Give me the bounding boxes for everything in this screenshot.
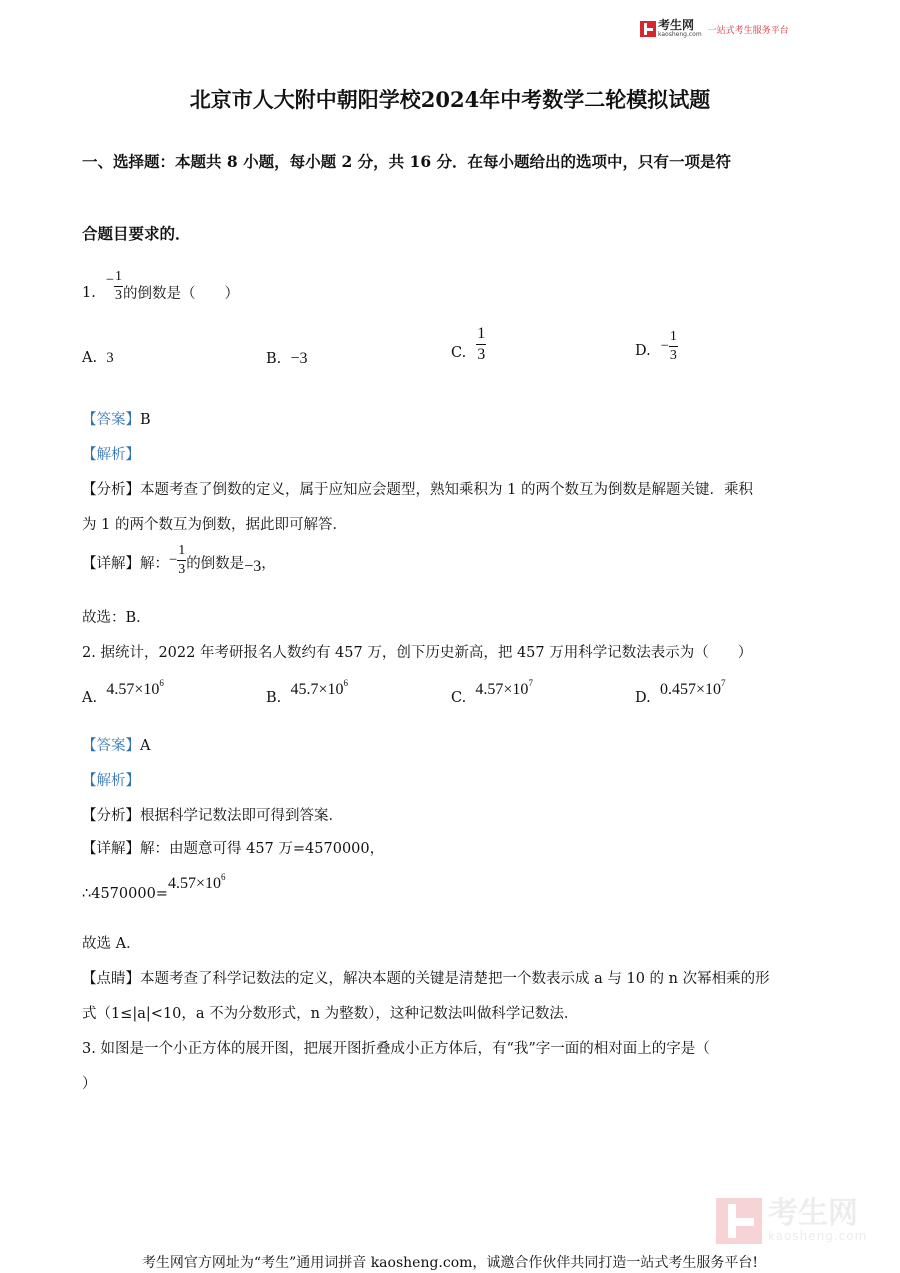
q2-analysis-tag: 【解析】 — [82, 773, 140, 789]
q1-option-c-num: 1 — [477, 325, 486, 342]
q2-option-b-label: B. — [266, 690, 282, 706]
section-heading-line1: 一、选择题：本题共 8 小题，每小题 2 分，共 16 分．在每小题给出的选项中，只有一项是符 — [82, 152, 732, 171]
q1-option-d[interactable] — [635, 330, 678, 363]
q2-therefore-base: 4.57×10 — [167, 875, 221, 892]
page-footer: 考生网官方网址为“考生”通用词拼音 kaosheng.com，诚邀合作伙伴共同打造一站式考生服务平台! — [141, 1255, 759, 1271]
q1-option-a-label: A. — [82, 350, 98, 366]
q2-therefore — [82, 872, 226, 902]
q1-detail-num: 1 — [178, 543, 186, 558]
q1-fenxi-line1: 【分析】本题考查了倒数的定义，属于应知应会题型，熟知乘积为 1 的两个数互为倒数是解题关键．乘积 — [82, 482, 753, 498]
q1-stem — [82, 264, 240, 303]
q1-option-d-fraction — [669, 330, 678, 363]
q1-option-c[interactable] — [451, 326, 486, 363]
q1-option-c-fraction — [476, 326, 486, 363]
watermark-domain: kaosheng.com — [768, 1229, 868, 1243]
section-heading-line2: 合题目要求的． — [82, 224, 191, 243]
q1-fraction — [114, 270, 123, 303]
q2-therefore-exp: 6 — [220, 872, 226, 882]
q1-detail-neg: − — [169, 552, 178, 568]
q1-neg-sign: − — [105, 272, 115, 288]
q1-stem-text: 的倒数是（ ） — [123, 286, 240, 302]
q2-dianjing-line2: 式（1≤|a|<10，a 不为分数形式，n 为整数），这种记数法叫做科学记数法． — [82, 1006, 579, 1022]
q2-stem: 2. 据统计，2022 年考研报名人数约有 457 万，创下历史新高，把 457 万用科学记数法表示为（ ） — [82, 645, 753, 661]
q2-option-b-base: 45.7×10 — [290, 681, 344, 698]
q1-fraction-num: 1 — [115, 269, 123, 284]
q1-detail — [82, 544, 276, 577]
q2-option-d-exp: 7 — [720, 678, 726, 688]
logo-icon — [640, 21, 656, 37]
q2-option-a-base: 4.57×10 — [106, 681, 160, 698]
logo-name: 考生网 — [658, 18, 695, 32]
header-logo[interactable] — [640, 20, 789, 38]
q1-fraction-den: 3 — [115, 288, 123, 303]
q1-number: 1. — [82, 284, 96, 301]
q1-option-b-label: B. — [266, 351, 282, 367]
q2-option-c-base: 4.57×10 — [475, 681, 529, 698]
watermark-name: 考生网 — [768, 1196, 858, 1231]
q1-fenxi-line2: 为 1 的两个数互为倒数，据此即可解答． — [82, 517, 347, 533]
q3-stem-line1: 3. 如图是一个小正方体的展开图，把展开图折叠成小正方体后，有“我”字一面的相对面上的字是（ — [82, 1041, 710, 1057]
q2-option-c-exp: 7 — [528, 678, 533, 688]
q2-therefore-prefix: ∴4570000= — [82, 886, 168, 902]
q1-detail-end: ， — [261, 556, 276, 572]
q2-option-d-label: D. — [635, 690, 651, 706]
q1-detail-den: 3 — [178, 562, 186, 577]
watermark-logo-icon — [716, 1198, 762, 1244]
q2-choose: 故选 A． — [82, 936, 141, 952]
q1-detail-mid: 的倒数是 — [186, 556, 245, 572]
q2-answer — [82, 734, 150, 755]
q1-option-c-den: 3 — [477, 346, 486, 363]
q1-option-c-label: C. — [451, 344, 467, 361]
q1-detail-value: −3 — [244, 557, 262, 575]
q1-option-d-neg: − — [660, 338, 669, 354]
q2-detail: 【详解】解：由题意可得 457 万=4570000， — [82, 841, 385, 857]
q2-option-d-base: 0.457×10 — [659, 681, 721, 698]
q2-option-c[interactable] — [451, 678, 533, 706]
q1-option-d-num: 1 — [669, 329, 677, 344]
q1-option-b[interactable] — [266, 350, 308, 368]
q3-stem-line2: ） — [82, 1076, 97, 1092]
q1-answer-value: B — [140, 412, 151, 428]
watermark — [716, 1198, 867, 1244]
q2-dianjing-line1: 【点睛】本题考查了科学记数法的定义，解决本题的关键是清楚把一个数表示成 a 与 10 的 n 次幂相乘的形 — [82, 971, 770, 987]
page-title: 北京市人大附中朝阳学校2024年中考数学二轮模拟试题 — [189, 87, 711, 112]
q2-option-b[interactable] — [266, 678, 349, 706]
q2-option-a-label: A. — [82, 690, 98, 706]
q2-option-c-label: C. — [451, 690, 467, 706]
q1-detail-prefix: 【详解】解： — [82, 556, 169, 572]
q1-answer-tag: 【答案】 — [82, 412, 140, 428]
q1-option-a-value: 3 — [106, 350, 114, 366]
q1-answer — [82, 408, 151, 429]
q2-option-b-exp: 6 — [343, 678, 349, 688]
logo-slogan: 一站式考生服务平台 — [707, 25, 789, 36]
q1-analysis-tag: 【解析】 — [82, 447, 140, 463]
q2-answer-tag: 【答案】 — [82, 738, 140, 754]
logo-domain: kaosheng.com — [658, 31, 702, 38]
q2-option-d[interactable] — [635, 678, 726, 706]
q1-option-d-den: 3 — [669, 348, 677, 363]
q2-option-a[interactable] — [82, 678, 164, 706]
q1-choose: 故选：B． — [82, 610, 151, 626]
q1-detail-fraction — [177, 544, 186, 577]
q1-option-b-value: −3 — [290, 350, 308, 367]
q1-option-d-label: D. — [635, 342, 651, 359]
q2-answer-value: A — [140, 738, 151, 754]
q2-fenxi: 【分析】根据科学记数法即可得到答案． — [82, 808, 343, 824]
q2-option-a-exp: 6 — [159, 678, 164, 688]
q1-option-a[interactable] — [82, 350, 114, 367]
